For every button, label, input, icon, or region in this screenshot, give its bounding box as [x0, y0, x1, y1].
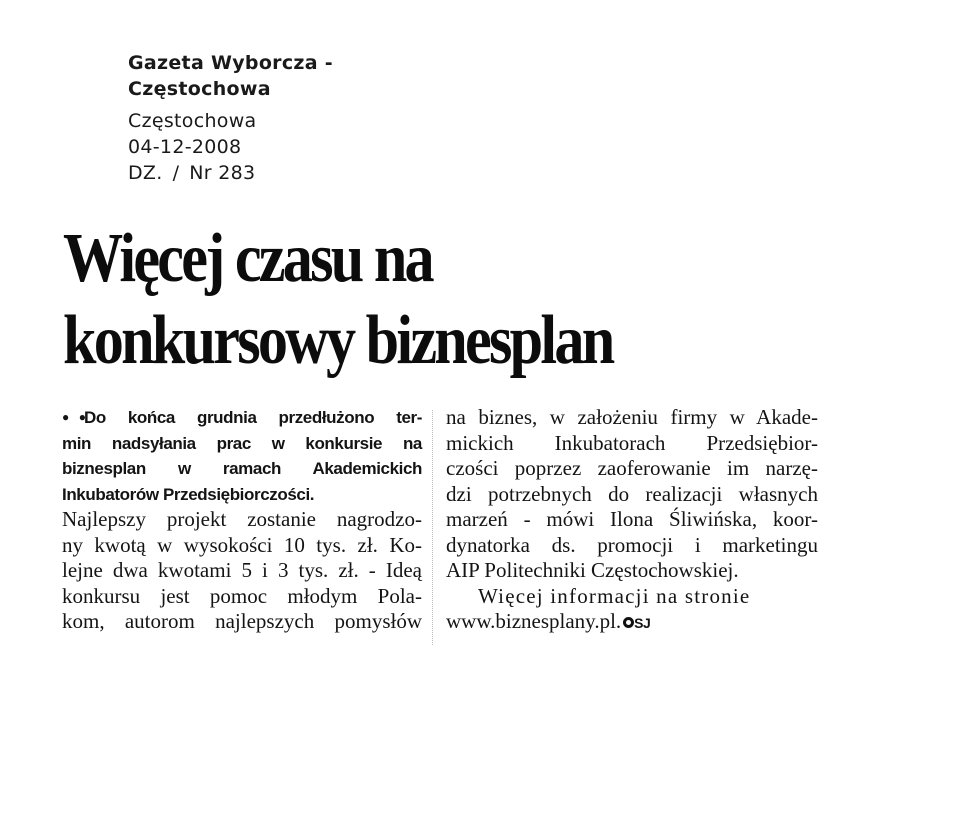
issue-number: Nr 283: [189, 162, 256, 184]
body-line: marzeń - mówi Ilona Śliwińska, koor-: [446, 507, 818, 531]
body-line: mickich Inkubatorach Przedsiębior-: [446, 430, 818, 455]
publication-date: 04-12-2008: [128, 136, 242, 158]
author-initials: SJ: [634, 615, 651, 631]
article-body-left: [62, 507, 422, 635]
website-link[interactable]: www.biznesplany.pl.: [446, 609, 622, 633]
body-line: kom, autorom najlepszych pomysłów: [62, 609, 422, 633]
body-line: lejne dwa kwotami 5 i 3 tys. zł. - Ideą: [62, 558, 422, 582]
lead-line: biznesplan w ramach Akademickich: [62, 459, 422, 478]
publication-name-line2: Częstochowa: [128, 78, 271, 100]
article-column-left: [62, 405, 422, 635]
body-line: ny kwotą w wysokości 10 tys. zł. Ko-: [62, 532, 422, 557]
body-line: konkursu jest pomoc młodym Pola-: [62, 583, 422, 608]
article-headline: [63, 218, 612, 382]
lead-line: ●●Do końca grudnia przedłużono ter-: [62, 405, 422, 431]
lead-line: min nadsyłania prac w konkursie na: [62, 433, 422, 453]
publication-issue: [128, 160, 333, 186]
body-line: dzi potrzebnych do realizacji własnych: [446, 481, 818, 506]
publication-meta: [128, 108, 333, 186]
body-line: na biznes, w założeniu firmy w Akade-: [446, 405, 818, 429]
headline-line2: konkursowy biznesplan: [63, 302, 613, 379]
article-lead: [62, 405, 422, 507]
issue-separator: /: [172, 162, 180, 184]
more-info: Więcej informacji na stronie: [478, 583, 751, 608]
body-line: czości poprzez zaoferowanie im narzę-: [446, 456, 818, 480]
publication-header: [128, 50, 333, 186]
article-column-right: [446, 405, 818, 637]
website-line: [446, 609, 818, 637]
body-line: Najlepszy projekt zostanie nagrodzo-: [62, 507, 422, 531]
column-divider: [432, 410, 433, 645]
bullet-dots-icon: ●●: [62, 410, 84, 424]
end-circle-icon: [623, 617, 634, 628]
lead-line: Inkubatorów Przedsiębiorczości.: [62, 484, 315, 504]
headline-line1: Więcej czasu na: [63, 220, 432, 297]
publication-city: Częstochowa: [128, 110, 257, 132]
publication-name: [128, 50, 333, 102]
body-line: dynatorka ds. promocji i marketingu: [446, 532, 818, 557]
section-code: DZ.: [128, 162, 163, 184]
publication-name-line1: Gazeta Wyborcza -: [128, 52, 333, 74]
body-line: AIP Politechniki Częstochowskiej.: [446, 558, 739, 582]
